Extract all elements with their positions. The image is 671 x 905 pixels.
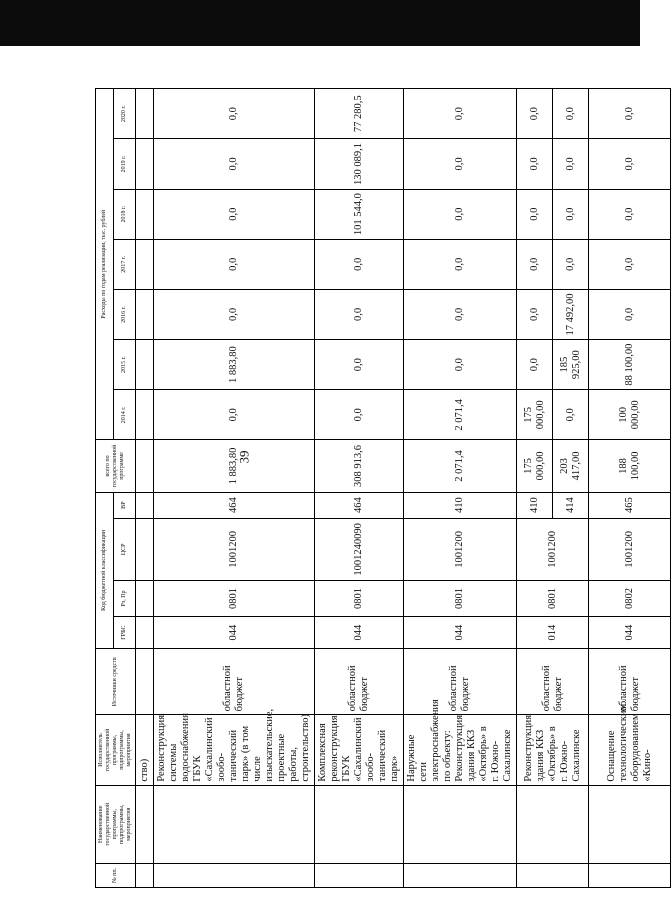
header-year: 2016 г. (114, 289, 136, 339)
grbs-cell: 014 (517, 617, 589, 649)
budget-table (95, 88, 671, 888)
vr-cell: 464 (315, 492, 404, 518)
header-year: 2018 г. (114, 189, 136, 239)
year-cell: 0,0 (315, 289, 404, 339)
header-year: 2020 г. (114, 89, 136, 139)
year-cell: 2 071,4 (404, 390, 517, 440)
header-row-1 (96, 89, 114, 888)
total-cell: 188 100,00 (589, 440, 671, 492)
grbs-cell: 044 (404, 617, 517, 649)
header-total: всего по государственной программе (96, 440, 136, 492)
year-cell: 0,0 (517, 289, 553, 339)
budget-table-rotated (95, 88, 653, 888)
source-cell: областной бюджет (404, 649, 517, 715)
item-cell: Реконструкция здания ККЗ «Октябрь» в г. Южно-Сахалинске (517, 715, 589, 785)
year-cell: 0,0 (315, 390, 404, 440)
header-executor: Исполнитель государственной программы, подпрограммы, мероприятия (96, 715, 136, 785)
header-grbs: ГРБС (114, 617, 136, 649)
rzpr-cell: 0801 (154, 580, 315, 616)
year-cell: 0,0 (154, 239, 315, 289)
rzpr-cell: 0801 (315, 580, 404, 616)
table-row (404, 89, 517, 888)
vr-cell: 414 (553, 492, 589, 518)
item-cell: Оснащение технологическим оборудованием «Кино- (589, 715, 671, 785)
year-cell: 0,0 (404, 340, 517, 390)
vr-cell: 465 (589, 492, 671, 518)
vr-cell: 410 (404, 492, 517, 518)
year-cell: 0,0 (553, 189, 589, 239)
header-bk: Код бюджетной классификации (96, 492, 114, 649)
year-cell: 77 280,5 (315, 89, 404, 139)
csr-cell: 1001200 (517, 518, 589, 580)
header-source: Источники средств (96, 649, 136, 715)
csr-cell: 1001240090 (315, 518, 404, 580)
total-cell: 1 883,80 (154, 440, 315, 492)
vr-cell: 410 (517, 492, 553, 518)
year-cell: 0,0 (154, 390, 315, 440)
year-cell: 0,0 (315, 239, 404, 289)
header-year: 2014 г. (114, 390, 136, 440)
year-cell: 0,0 (154, 139, 315, 189)
year-cell: 0,0 (553, 239, 589, 289)
header-csr: ЦСР (114, 518, 136, 580)
table-row (589, 89, 671, 888)
year-cell: 0,0 (553, 139, 589, 189)
year-cell: 0,0 (404, 139, 517, 189)
rzpr-cell: 0801 (404, 580, 517, 616)
year-cell: 0,0 (589, 289, 671, 339)
header-rzpr: Рз, Пр (114, 580, 136, 616)
year-cell: 0,0 (517, 239, 553, 289)
source-cell: областной бюджет (154, 649, 315, 715)
item-cell: Наружные сети электроснабжения по объекту: Реконструкция здания ККЗ «Октябрь» в г. Южно-Сахалинске (404, 715, 517, 785)
year-cell: 0,0 (404, 189, 517, 239)
year-cell: 101 544,0 (315, 189, 404, 239)
header-expenses: Расходы по годам реализации, тыс. рублей (96, 89, 114, 440)
header-year: 2017 г. (114, 239, 136, 289)
header-no: № пп. (96, 863, 136, 887)
year-cell: 0,0 (553, 89, 589, 139)
source-cell: областной бюджет (315, 649, 404, 715)
total-cell: 203 417,00 (553, 440, 589, 492)
table-row (136, 89, 154, 888)
csr-cell: 1001200 (589, 518, 671, 580)
total-cell: 175 000,00 (517, 440, 553, 492)
header-year: 2019 г. (114, 139, 136, 189)
source-cell: областной бюджет (589, 649, 671, 715)
scanner-top-bar (0, 0, 640, 46)
grbs-cell: 044 (589, 617, 671, 649)
year-cell: 0,0 (589, 139, 671, 189)
year-cell: 0,0 (315, 340, 404, 390)
year-cell: 0,0 (517, 340, 553, 390)
year-cell: 130 089,1 (315, 139, 404, 189)
year-cell: 0,0 (154, 89, 315, 139)
year-cell: 0,0 (517, 189, 553, 239)
year-cell: 0,0 (404, 239, 517, 289)
year-cell: 0,0 (404, 89, 517, 139)
table-row (154, 89, 315, 888)
grbs-cell: 044 (154, 617, 315, 649)
item-cell: Реконструкция системы водоснабжения ГБУК «Сахалинский зообо-танический парк» (в том числе изыскательские, проектные работы, строительство) (154, 715, 315, 785)
year-cell: 0,0 (517, 139, 553, 189)
item-cell: Комплексная реконструкция ГБУК «Сахалинский зообо-танический парк» (315, 715, 404, 785)
year-cell: 175 000,00 (517, 390, 553, 440)
rzpr-cell: 0801 (517, 580, 589, 616)
header-vr: ВР (114, 492, 136, 518)
year-cell: 17 492,00 (553, 289, 589, 339)
header-year: 2015 г. (114, 340, 136, 390)
total-cell: 308 913,6 (315, 440, 404, 492)
year-cell: 185 925,00 (553, 340, 589, 390)
year-cell: 1 883,80 (154, 340, 315, 390)
total-cell: 2 071,4 (404, 440, 517, 492)
item-cell: ство) (136, 715, 154, 785)
year-cell: 0,0 (589, 89, 671, 139)
year-cell: 0,0 (154, 289, 315, 339)
csr-cell: 1001200 (404, 518, 517, 580)
table-row (315, 89, 404, 888)
grbs-cell: 044 (315, 617, 404, 649)
year-cell: 0,0 (154, 189, 315, 239)
header-program: Наименование государственной программы, подпрограммы, мероприятия (96, 785, 136, 863)
table-row (517, 89, 553, 888)
year-cell: 88 100,00 (589, 340, 671, 390)
year-cell: 0,0 (589, 189, 671, 239)
page-number: 39 (236, 450, 252, 464)
year-cell: 0,0 (517, 89, 553, 139)
source-cell: областной бюджет (517, 649, 589, 715)
rzpr-cell: 0802 (589, 580, 671, 616)
year-cell: 0,0 (589, 239, 671, 289)
year-cell: 100 000,00 (589, 390, 671, 440)
vr-cell: 464 (154, 492, 315, 518)
year-cell: 0,0 (404, 289, 517, 339)
csr-cell: 1001200 (154, 518, 315, 580)
year-cell: 0,0 (553, 390, 589, 440)
